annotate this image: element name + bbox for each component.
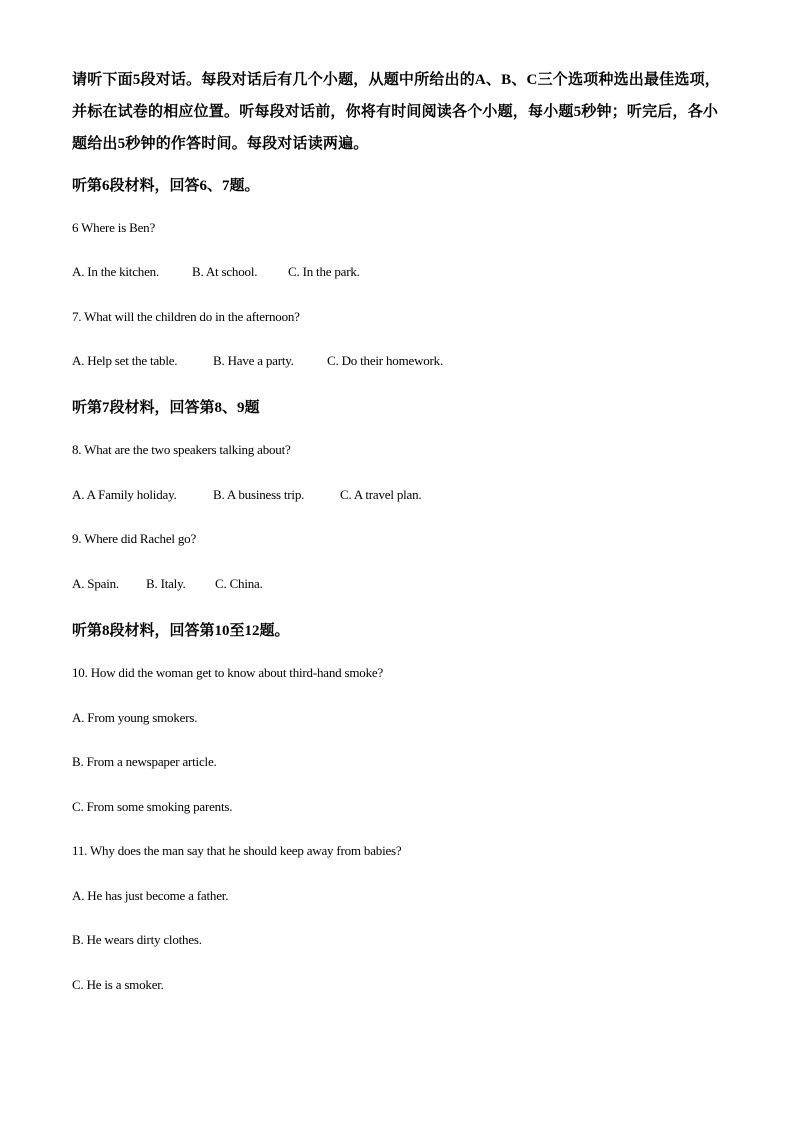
question-10-stem: 10. How did the woman get to know about third-hand smoke? <box>72 665 384 680</box>
option-8a: A. A Family holiday. <box>72 487 177 502</box>
option-7b: B. Have a party. <box>213 353 294 368</box>
question-6-options <box>72 264 360 280</box>
option-8b: B. A business trip. <box>213 487 305 502</box>
option-8c: C. A travel plan. <box>340 487 422 502</box>
option-9c: C. China. <box>215 576 263 591</box>
option-11b: B. He wears dirty clothes. <box>72 932 202 947</box>
option-9b: B. Italy. <box>146 576 186 591</box>
option-6a: A. In the kitchen. <box>72 264 160 279</box>
question-8-options <box>72 487 421 503</box>
question-7-stem: 7. What will the children do in the afternoon? <box>72 309 300 324</box>
option-6c: C. In the park. <box>288 264 360 279</box>
section-heading-7: 听第7段材料，回答第8、9题 <box>72 400 260 416</box>
question-9-options <box>72 576 263 592</box>
option-10a: A. From young smokers. <box>72 710 198 725</box>
option-7c: C. Do their homework. <box>327 353 444 368</box>
option-10b: B. From a newspaper article. <box>72 754 217 769</box>
listening-instructions: 请听下面5段对话。每段对话后有几个小题，从题中所给出的A、B、C三个选项种选出最佳选项，并标在试卷的相应位置。听每段对话前，你将有时间阅读各个小题，每小题5秒钟；听完后，各小题给出5秒钟的作答时间。每段对话读两遍。 <box>72 72 720 152</box>
question-9-stem: 9. Where did Rachel go? <box>72 531 197 546</box>
question-6-stem: 6 Where is Ben? <box>72 220 156 235</box>
question-7-options <box>72 353 443 369</box>
section-heading-8: 听第8段材料，回答第10至12题。 <box>72 623 290 639</box>
question-11-stem: 11. Why does the man say that he should keep away from babies? <box>72 843 402 858</box>
option-10c: C. From some smoking parents. <box>72 799 233 814</box>
option-7a: A. Help set the table. <box>72 353 178 368</box>
option-11a: A. He has just become a father. <box>72 888 229 903</box>
option-11c: C. He is a smoker. <box>72 977 164 992</box>
section-heading-6: 听第6段材料，回答6、7题。 <box>72 178 260 194</box>
question-8-stem: 8. What are the two speakers talking about? <box>72 442 291 457</box>
option-9a: A. Spain. <box>72 576 119 591</box>
option-6b: B. At school. <box>192 264 258 279</box>
